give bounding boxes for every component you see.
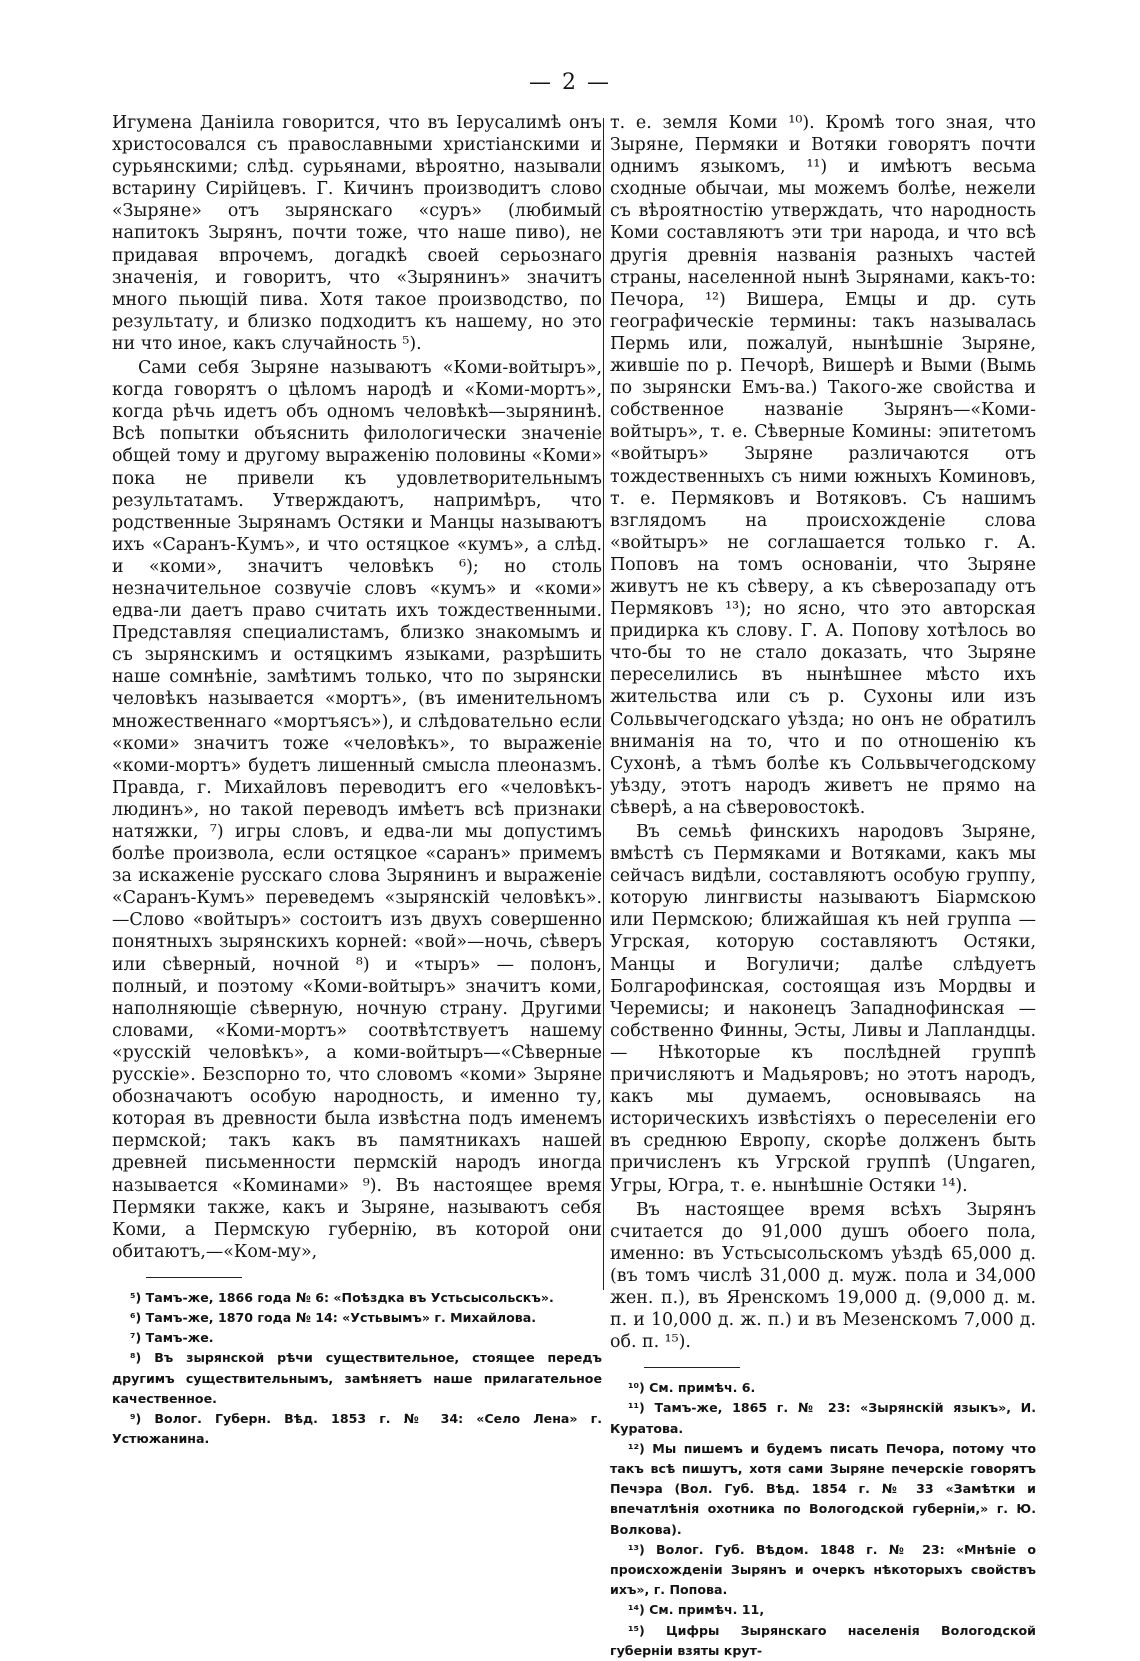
footnote-10: ¹⁰) См. примѣч. 6. [628,1380,756,1396]
footnote-rule [146,1277,242,1278]
left-paragraph-2: Сами себя Зыряне называютъ «Коми-войтыръ», когда говорятъ о цѣломъ народѣ и «Коми-мортъ», когда рѣчь идетъ объ одномъ человѣкѣ—зырянинѣ. Всѣ попытки объяснить филологически значеніе общей тому и другому выраженію половины «Коми» пока не привели къ удовлетворительнымъ результатамъ. Утверждаютъ, напримѣръ, что родственные Зырянамъ Остяки и Манцы называютъ ихъ «Саранъ-Кумъ», и что остяцкое «кумъ», а слѣд. и «коми», значитъ человѣкъ ⁶); но столь незначительное созвучіе словъ «кумъ» и «коми» едва-ли даетъ право считать ихъ тождественными. Представляя специалистамъ, близко знакомымъ и съ зырянскимъ и остяцкимъ языками, разрѣшить наше сомнѣніе, замѣтимъ только, что по зырянски человѣкъ называется «мортъ», (въ именительномъ множественнаго «мортъясъ»), и слѣдовательно если «коми» значитъ тоже «человѣкъ», то выраженіе «коми-мортъ» будетъ лишенный смысла плеоназмъ. Правда, г. Михайловъ переводитъ его «человѣкъ-людинъ», но такой переводъ имѣетъ всѣ признаки натяжки, ⁷) игры словъ, и едва-ли мы допустимъ болѣе произвола, если остяцкое «саранъ» примемъ за искаженіе русскаго слова Зырянинъ и выраженіе «Саранъ-Кумъ» переведемъ «зырянскій человѣкъ».—Слово «войтыръ» состоитъ изъ двухъ совершенно понятныхъ зырянскихъ корней: «вой»—ночь, сѣверъ или сѣверный, ночной ⁸) и «тыръ» — полонъ, полный, и поэтому «Коми-войтыръ» значитъ коми, наполняющіе сѣверную, ночную страну. Другими словами, «Коми-мортъ» соотвѣтствуетъ нашему «русскій человѣкъ», а коми-войтыръ—«Сѣверные русскіе». Безспорно то, что словомъ «коми» Зыряне обозначаютъ особую народность, и именно ту, которая въ древности была извѣстна подъ именемъ пермской; такъ какъ въ памятникахъ нашей древней письменности пермскій народъ иногда называется «Коминами» ⁹). Въ настоящее время Пермяки также, какъ и Зыряне, называютъ себя Коми, а Пермскую губернію, въ которой они обитаютъ,—«Ком-му», [112,358,602,1262]
page-number: — 2 — [529,70,611,95]
left-paragraph-1: Игумена Даніила говорится, что въ Іерусалимѣ онъ христосовался съ православными христіанскими и сурьянскими; слѣд. сурьянами, вѣроятно, называли встарину Сирійцевъ. Г. Кичинъ производитъ слово «Зыряне» отъ зырянскаго «суръ» (любимый напитокъ Зырянъ, почти тоже, что наше пиво), не придавая впрочемъ, догадкѣ своей серьознаго значенія, и говоритъ, что «Зырянинъ» значитъ много пьющій пива. Хотя такое производство, по результату, и близко подходитъ къ нашему, но это ни что иное, какъ случайность ⁵). [112,113,602,354]
footnote-8: ⁸) Въ зырянской рѣчи существительное, стоящее передъ другимъ существительнымъ, замѣняетъ наше прилагательное качественное. [112,1350,602,1406]
right-column [610,112,1036,1661]
footnote-9: ⁹) Волог. Губерн. Вѣд. 1853 г. № 34: «Село Лена» г. Устюжанина. [112,1411,602,1447]
footnote-7: ⁷) Тамъ-же. [130,1330,214,1346]
footnote-12: ¹²) Мы пишемъ и будемъ писать Печора, потому что такъ всѣ пишутъ, хотя сами Зыряне печерскіе говорятъ Печэра (Вол. Губ. Вѣд. 1854 г. № 33 «Замѣтки и впечатлѣнія охотника по Вологодской губерніи,» г. Ю. Волкова). [610,1440,1036,1537]
right-paragraph-3: Въ настоящее время всѣхъ Зырянъ считается до 91,000 душъ обоего пола, именно: въ Устьсысольскомъ уѣздѣ 65,000 д. (въ томъ числѣ 31,000 д. муж. пола и 34,000 жен. п.), въ Яренскомъ 19,000 д. (9,000 д. м. п. и 10,000 д. ж. п.) и въ Мезенскомъ 7,000 д. об. п. ¹⁵). [610,1199,1036,1353]
right-paragraph-2: Въ семьѣ финскихъ народовъ Зыряне, вмѣстѣ съ Пермяками и Вотяками, какъ мы сейчасъ видѣли, составляютъ особую группу, которую лингвисты называютъ Біармскою или Пермскою; ближайшая къ ней группа — Угрская, которую составляютъ Остяки, Манцы и Вогуличи; далѣе слѣдуетъ Болгарофинская, состоящая изъ Мордвы и Черемисы; и наконецъ Западнофинская — собственно Финны, Эсты, Ливы и Лапландцы. — Нѣкоторые къ послѣдней группѣ причисляютъ и Мадьяровъ; но этотъ народъ, какъ мы думаемъ, основываясь на историческихъ извѣстіяхъ о переселеніи его въ среднюю Европу, скорѣе долженъ быть причисленъ къ Угрской группѣ (Ungaren, Угры, Югра, т. е. нынѣшніе Остяки ¹⁴). [610,822,1036,1196]
left-column [112,112,602,1450]
footnote-15: ¹⁵) Цифры Зырянскаго населенія Вологодской губерніи взяты крут- [610,1622,1036,1658]
footnote-14: ¹⁴) См. примѣч. 11, [628,1602,765,1618]
right-paragraph-1: т. е. земля Коми ¹⁰). Кромѣ того зная, что Зыряне, Пермяки и Вотяки говорятъ почти однимъ языкомъ, ¹¹) и имѣютъ весьма сходные обычаи, мы можемъ болѣе, нежели съ вѣроятностію утверждать, что народность Коми составляютъ эти три народа, и что всѣ другія древнія названія разныхъ частей страны, населенной нынѣ Зырянами, какъ-то: Печора, ¹²) Вишера, Емцы и др. суть географическіе термины: такъ называлась Пермь или, пожалуй, нынѣшніе Зыряне, жившіе по р. Печорѣ, Вишерѣ и Выми (Вымь по зырянски Емъ-ва.) Такого-же свойства и собственное названіе Зырянъ—«Коми-войтыръ», т. е. Сѣверные Комины: эпитетомъ «войтыръ» Зыряне различаются отъ тождественныхъ съ ними южныхъ Коминовъ, т. е. Пермяковъ и Вотяковъ. Съ нашимъ взглядомъ на происхожденіе слова «войтыръ» не соглашается только г. А. Поповъ на томъ основаніи, что Зыряне живутъ не къ сѣверу, а къ сѣверозападу отъ Пермяковъ ¹³); но ясно, что это авторская придирка къ слову. Г. А. Попову хотѣлось во что-бы то не стало доказать, что Зыряне переселились въ нынѣшнее мѣсто ихъ жительства или съ р. Сухоны или изъ Сольвычегодскаго уѣзда; но онъ не обратилъ вниманія на то, что и по отношенію къ Сухонѣ, а тѣмъ болѣе къ Сольвычегодскому уѣзду, этотъ народъ живетъ не прямо на сѣверѣ, а на сѣверовостокѣ. [610,113,1036,818]
footnote-13: ¹³) Волог. Губ. Вѣдом. 1848 г. № 23: «Мнѣніе о происхожденіи Зырянъ и очеркъ нѣкоторыхъ свойствъ ихъ», г. Попова. [610,1541,1036,1598]
footnote-11: ¹¹) Тамъ-же, 1865 г. № 23: «Зырянскій языкъ», И. Куратова. [610,1400,1036,1436]
column-divider [603,118,604,1290]
footnote-rule [644,1367,740,1368]
footnote-5: ⁵) Тамъ-же, 1866 года № 6: «Поѣздка въ Устьсысольскъ». [130,1289,554,1305]
footnote-6: ⁶) Тамъ-же, 1870 года № 14: «Устьвымъ» г. Михайлова. [130,1310,537,1326]
